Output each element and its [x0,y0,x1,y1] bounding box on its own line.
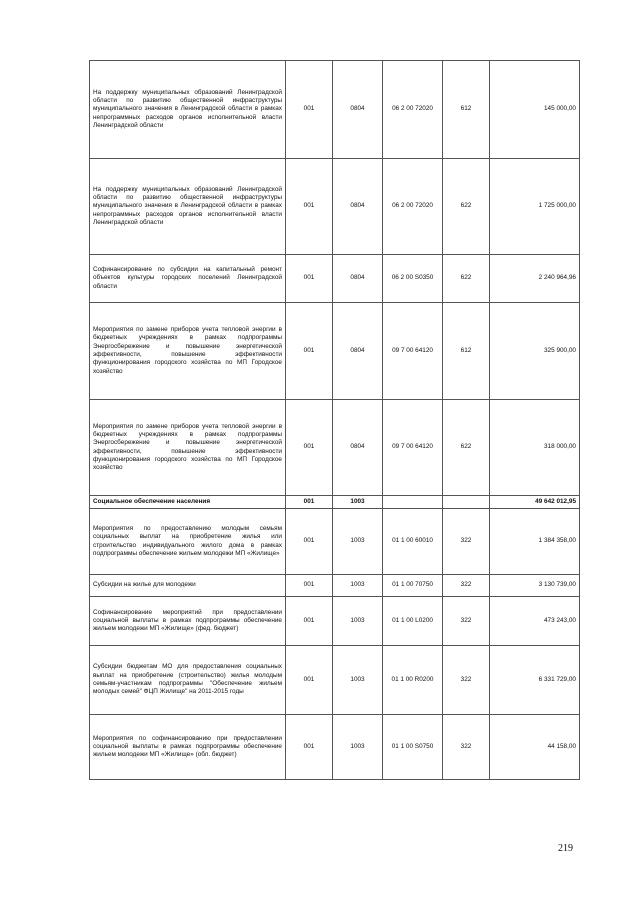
row-name: Софинансирование по субсидии на капитальный ремонт объектов культуры городских поселений Ленинградской области [90,255,286,303]
row-code: 001 [286,646,333,715]
row-article: 09 7 00 64120 [383,400,443,496]
row-code: 001 [286,255,333,303]
row-section: 0804 [333,400,383,496]
row-type: 622 [443,255,490,303]
row-section: 1003 [333,575,383,597]
row-name: Мероприятия по софинансированию при предоставлении социальной выплаты в рамках подпрограммы обеспечение жильем молодежи МП «Жилище» (обл. бюджет) [90,715,286,780]
table-row [90,303,580,400]
row-code: 001 [286,303,333,400]
row-article: 01 1 00 L0200 [383,597,443,646]
row-code: 001 [286,597,333,646]
row-article: 06 2 00 S0350 [383,255,443,303]
row-code: 001 [286,715,333,780]
row-article: 09 7 00 64120 [383,303,443,400]
row-amount: 44 158,00 [490,715,580,780]
row-article: 06 2 00 72020 [383,61,443,159]
row-name: Мероприятия по предоставлению молодым семьям социальных выплат на приобретение жилья или строительство индивидуального жилого дома в рамках подпрограммы обеспечение жильем молодежи МП «Жилище» [90,509,286,575]
row-section: 1003 [333,496,383,509]
row-name: Мероприятия по замене приборов учета тепловой энергии в бюджетных учреждениях в рамках подпрограммы Энергосбережение и повышение энергетической эффективности, повышение эффективности функционирования городского хозяйства по МП Городское хозяйство [90,400,286,496]
row-amount: 473 243,00 [490,597,580,646]
table-row [90,715,580,780]
row-section: 1003 [333,597,383,646]
row-code: 001 [286,575,333,597]
row-article: 01 1 00 R0200 [383,646,443,715]
table-row [90,61,580,159]
row-amount: 325 900,00 [490,303,580,400]
row-name: Социальное обеспечение населения [90,496,286,509]
table-row [90,400,580,496]
table-row [90,496,580,509]
table-row [90,255,580,303]
row-code: 001 [286,61,333,159]
table-row [90,597,580,646]
row-name: На поддержку муниципальных образований Ленинградской области по развитию общественной инфраструктуры муниципального значения в Ленинградской области в рамках непрограммных расходов органов исполнительной власти Ленинградской области [90,61,286,159]
row-section: 1003 [333,509,383,575]
row-amount: 318 000,00 [490,400,580,496]
table-row [90,159,580,255]
row-section: 1003 [333,646,383,715]
row-type: 322 [443,646,490,715]
budget-table-body [90,61,580,780]
table-row [90,509,580,575]
row-code: 001 [286,400,333,496]
row-name: Субсидии на жилье для молодежи [90,575,286,597]
row-type: 322 [443,509,490,575]
row-section: 0804 [333,303,383,400]
row-type: 322 [443,575,490,597]
row-amount: 49 642 012,95 [490,496,580,509]
row-type: 612 [443,303,490,400]
row-section: 1003 [333,715,383,780]
row-code: 001 [286,496,333,509]
row-amount: 3 130 739,00 [490,575,580,597]
row-section: 0804 [333,159,383,255]
row-amount: 2 240 964,96 [490,255,580,303]
row-code: 001 [286,159,333,255]
row-name: Мероприятия по замене приборов учета тепловой энергии в бюджетных учреждениях в рамках подпрограммы Энергосбережение и повышение энергетической эффективности, повышение эффективности функционирования городского хозяйства по МП Городское хозяйство [90,303,286,400]
row-name: Субсидии бюджетам МО для предоставления социальных выплат на приобретение (строительство) жилья молодым семьям-участникам подпрограммы "Обеспечение жильем молодых семей" ФЦП Жилище" на 2011-2015 годы [90,646,286,715]
table-row [90,575,580,597]
row-type [443,496,490,509]
row-section: 0804 [333,61,383,159]
budget-table [89,60,580,780]
row-amount: 6 331 729,00 [490,646,580,715]
row-type: 612 [443,61,490,159]
row-code: 001 [286,509,333,575]
row-type: 322 [443,715,490,780]
row-article [383,496,443,509]
row-article: 01 1 00 70750 [383,575,443,597]
row-type: 622 [443,400,490,496]
row-article: 06 2 00 72020 [383,159,443,255]
row-amount: 1 384 358,00 [490,509,580,575]
row-type: 322 [443,597,490,646]
row-type: 622 [443,159,490,255]
row-amount: 1 725 000,00 [490,159,580,255]
row-name: Софинансирование мероприятий при предоставлении социальной выплаты в рамках подпрограммы обеспечение жильем молодежи МП «Жилище» (фед. бюджет) [90,597,286,646]
row-section: 0804 [333,255,383,303]
table-row [90,646,580,715]
row-article: 01 1 00 60010 [383,509,443,575]
page-number: 219 [558,843,573,854]
row-article: 01 1 00 S0750 [383,715,443,780]
row-name: На поддержку муниципальных образований Ленинградской области по развитию общественной инфраструктуры муниципального значения в Ленинградской области в рамках непрограммных расходов органов исполнительной власти Ленинградской области [90,159,286,255]
row-amount: 145 000,00 [490,61,580,159]
